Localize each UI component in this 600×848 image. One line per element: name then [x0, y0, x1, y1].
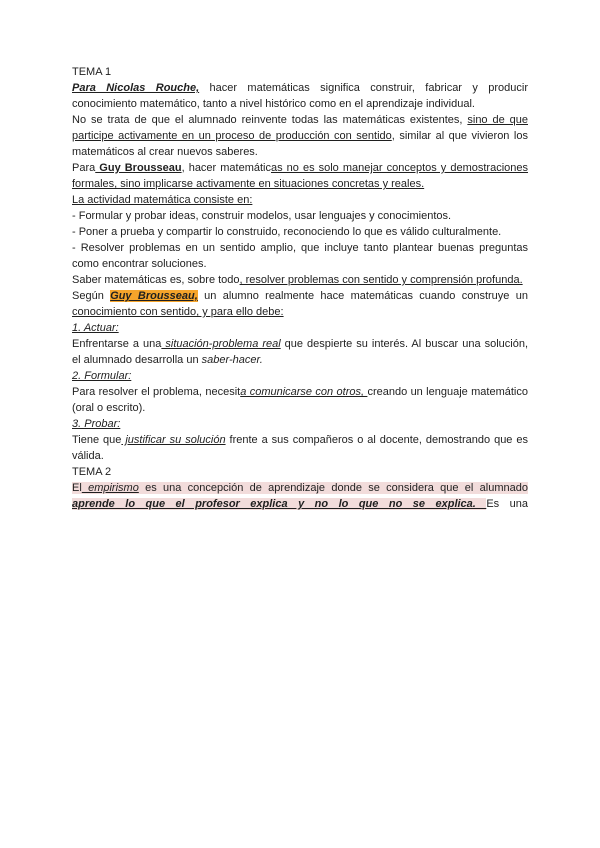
step-heading-text: 3. Probar: [72, 418, 121, 430]
text-run: Para resolver el problema, necesit [72, 386, 241, 398]
text-run: Según [72, 290, 111, 302]
step3-heading [72, 416, 528, 432]
empirismo-paragraph [72, 480, 528, 512]
underlined-run: La actividad matemática consiste en: [72, 194, 253, 206]
list-item-poner [72, 224, 528, 240]
empirismo-term: empirismo [81, 482, 139, 494]
underlined-run: conocimiento con sentido, y para ello debe: [72, 306, 284, 318]
nicolas-rouche-paragraph [72, 80, 528, 112]
step2-paragraph [72, 384, 528, 416]
text-run: - Formular y probar ideas, construir modelos, usar lenguajes y conocimientos. [72, 210, 452, 222]
list-item-formular [72, 208, 528, 224]
justificar-term: justificar su solución [121, 434, 226, 446]
text-run: - Resolver problemas en un sentido amplio, que incluye tanto plantear buenas preguntas como encontrar soluciones. [72, 242, 528, 270]
step1-heading [72, 320, 528, 336]
situacion-problema-term: situación-problema real [161, 338, 281, 350]
text-run: Para [72, 162, 96, 174]
text-run: Es una [486, 498, 528, 510]
underlined-run: as no es solo manejar conceptos y demostraciones formales, sino implicarse activamente en situaciones concretas y reales. [72, 162, 529, 190]
step2-heading [72, 368, 528, 384]
text-run: Tiene que [72, 434, 122, 446]
nicolas-rouche-name: Para Nicolas Rouche, [72, 82, 200, 94]
saber-hacer-term: saber-hacer. [201, 354, 263, 366]
list-item-resolver [72, 240, 528, 272]
text-run: , similar al que vivieron los matemáticos al crear nuevos saberes. [72, 130, 528, 158]
guy-brousseau-highlighted-name: Guy Brousseau, [110, 290, 198, 302]
text-run: hacer matemáticas significa construir, fabricar y producir conocimiento matemático, tanto a nivel histórico como en el aprendizaje individual. [72, 82, 528, 110]
highlighted-run: El [72, 482, 82, 494]
guy-brousseau-paragraph [72, 160, 528, 192]
production-process-paragraph [72, 112, 528, 160]
text-run: , hacer matemátic [181, 162, 271, 174]
text-run: Saber matemáticas es, sobre todo [72, 274, 240, 286]
underlined-run: , resolver problemas con sentido y comprensión profunda. [239, 274, 523, 286]
highlighted-run: es una concepción de aprendizaje donde se considera que el alumnado [138, 482, 528, 494]
step-heading-text: 2. Formular: [72, 370, 132, 382]
text-run: creando un lenguaje matemático (oral o escrito). [72, 386, 528, 414]
heading-text: TEMA 1 [72, 66, 112, 78]
segun-brousseau-paragraph [72, 288, 528, 320]
comunicarse-term: a comunicarse con otros, [240, 386, 368, 398]
step-heading-text: 1. Actuar: [72, 322, 119, 334]
text-run: No se trata de que el alumnado reinvente todas las matemáticas existentes, [72, 114, 468, 126]
step1-paragraph [72, 336, 528, 368]
tema2-heading [72, 464, 528, 480]
math-activity-heading [72, 192, 528, 208]
heading-text: TEMA 2 [72, 466, 112, 478]
saber-matematicas-paragraph [72, 272, 528, 288]
underlined-run: sino de que participe activamente en un proceso de producción con sentido [72, 114, 528, 142]
text-run: un alumno realmente hace matemáticas cuando construye un [197, 290, 528, 302]
document-content [72, 64, 528, 512]
guy-brousseau-name: Guy Brousseau [95, 162, 182, 174]
tema1-heading [72, 64, 528, 80]
text-run: Enfrentarse a una [72, 338, 162, 350]
text-run: que despierte su interés. Al buscar una solución, el alumnado desarrolla un [72, 338, 529, 366]
profesor-explica-emphasis: aprende lo que el profesor explica y no lo que no se explica. [72, 498, 487, 510]
text-run: frente a sus compañeros o al docente, demostrando que es válida. [72, 434, 528, 462]
text-run: - Poner a prueba y compartir lo construido, reconociendo lo que es válido culturalmente. [72, 226, 502, 238]
step3-paragraph [72, 432, 528, 464]
